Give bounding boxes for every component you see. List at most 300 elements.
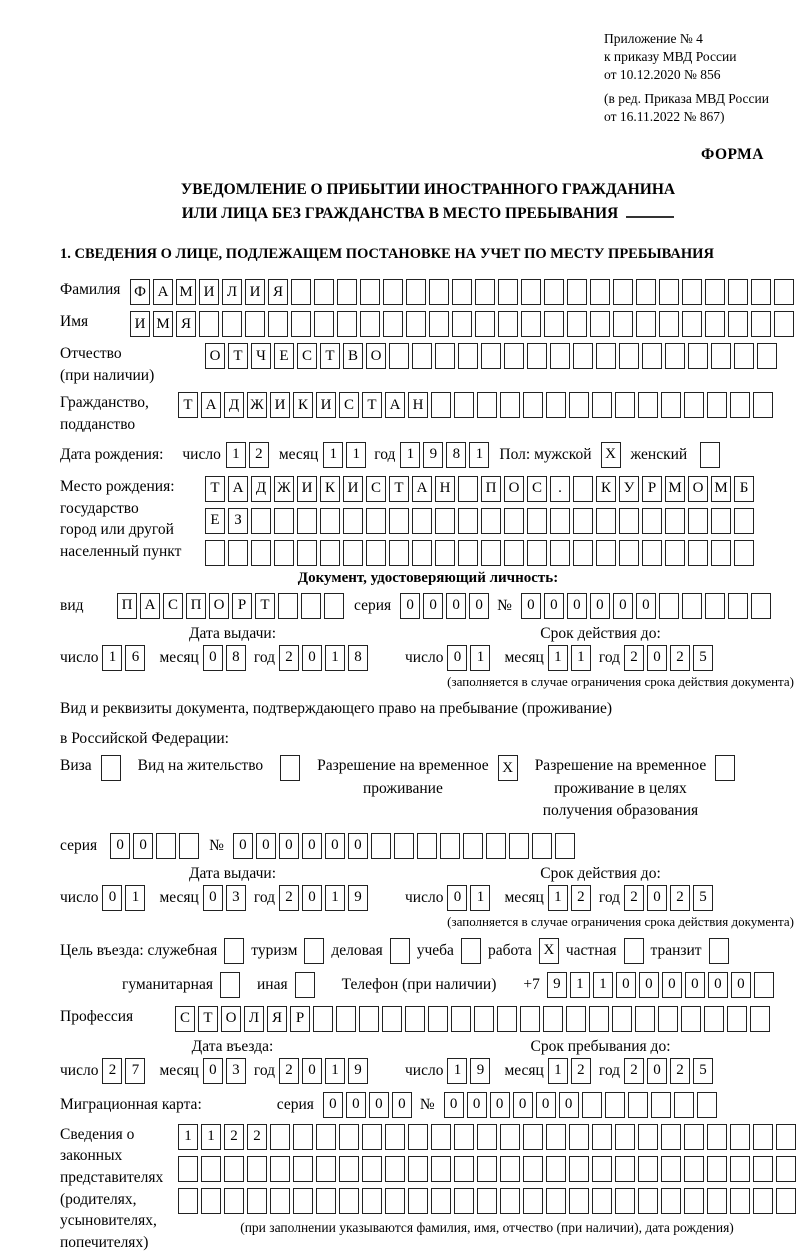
char-box[interactable]: 2 (247, 1124, 267, 1150)
char-box[interactable] (569, 1124, 589, 1150)
char-box[interactable] (475, 279, 495, 305)
char-box[interactable] (412, 508, 432, 534)
char-box[interactable]: 3 (226, 1058, 246, 1084)
char-box[interactable] (297, 508, 317, 534)
char-box[interactable] (523, 1188, 543, 1214)
char-box[interactable] (313, 1006, 333, 1032)
char-box[interactable]: 0 (302, 645, 322, 671)
char-box[interactable] (475, 311, 495, 337)
char-box[interactable] (705, 279, 725, 305)
char-box[interactable]: 0 (490, 1092, 510, 1118)
char-box[interactable]: 2 (571, 1058, 591, 1084)
char-box[interactable] (481, 343, 501, 369)
char-box[interactable] (320, 508, 340, 534)
char-box[interactable] (481, 508, 501, 534)
char-box[interactable] (753, 1124, 773, 1150)
char-box[interactable]: 1 (470, 885, 490, 911)
char-box[interactable] (635, 1006, 655, 1032)
char-box[interactable] (474, 1006, 494, 1032)
char-box[interactable] (440, 833, 460, 859)
char-box[interactable] (566, 1006, 586, 1032)
until-year-boxes[interactable] (624, 1058, 713, 1084)
char-box[interactable] (504, 508, 524, 534)
char-box[interactable]: 2 (670, 645, 690, 671)
char-box[interactable]: 0 (469, 593, 489, 619)
char-box[interactable] (389, 540, 409, 566)
char-box[interactable]: 9 (423, 442, 443, 468)
char-box[interactable]: И (199, 279, 219, 305)
char-box[interactable] (546, 1188, 566, 1214)
char-box[interactable] (730, 1124, 750, 1150)
char-box[interactable]: 2 (279, 645, 299, 671)
char-box[interactable] (451, 1006, 471, 1032)
entry-month-boxes[interactable] (203, 1058, 246, 1084)
representatives-row2[interactable] (178, 1156, 796, 1182)
char-box[interactable]: 6 (125, 645, 145, 671)
char-box[interactable]: Н (435, 476, 455, 502)
char-box[interactable] (497, 1006, 517, 1032)
migration-series-boxes[interactable] (323, 1092, 412, 1118)
char-box[interactable]: 0 (348, 833, 368, 859)
char-box[interactable] (619, 343, 639, 369)
representatives-row1[interactable] (178, 1124, 796, 1150)
valid-year-boxes[interactable] (624, 645, 713, 671)
char-box[interactable]: 0 (256, 833, 276, 859)
char-box[interactable] (567, 311, 587, 337)
char-box[interactable] (573, 540, 593, 566)
char-box[interactable] (596, 343, 616, 369)
char-box[interactable]: К (320, 476, 340, 502)
char-box[interactable] (688, 508, 708, 534)
char-box[interactable] (477, 392, 497, 418)
char-box[interactable] (251, 540, 271, 566)
char-box[interactable] (590, 279, 610, 305)
char-box[interactable]: М (711, 476, 731, 502)
char-box[interactable] (274, 508, 294, 534)
char-box[interactable] (343, 540, 363, 566)
char-box[interactable] (428, 1006, 448, 1032)
char-box[interactable] (324, 593, 344, 619)
char-box[interactable] (596, 540, 616, 566)
char-box[interactable] (682, 279, 702, 305)
char-box[interactable]: И (130, 311, 150, 337)
char-box[interactable]: И (270, 392, 290, 418)
char-box[interactable]: П (481, 476, 501, 502)
phone-boxes[interactable] (547, 972, 774, 998)
char-box[interactable] (592, 392, 612, 418)
char-box[interactable] (366, 508, 386, 534)
char-box[interactable] (658, 1006, 678, 1032)
char-box[interactable] (435, 540, 455, 566)
char-box[interactable]: 0 (102, 885, 122, 911)
char-box[interactable]: Я (267, 1006, 287, 1032)
char-box[interactable] (615, 1156, 635, 1182)
char-box[interactable] (362, 1124, 382, 1150)
char-box[interactable]: А (140, 593, 160, 619)
char-box[interactable] (546, 1156, 566, 1182)
char-box[interactable] (661, 1188, 681, 1214)
char-box[interactable] (291, 279, 311, 305)
char-box[interactable]: О (504, 476, 524, 502)
char-box[interactable] (389, 343, 409, 369)
char-box[interactable]: 1 (447, 1058, 467, 1084)
char-box[interactable] (751, 593, 771, 619)
char-box[interactable] (684, 1156, 704, 1182)
char-box[interactable]: С (339, 392, 359, 418)
char-box[interactable] (458, 476, 478, 502)
char-box[interactable] (684, 1124, 704, 1150)
char-box[interactable] (711, 508, 731, 534)
char-box[interactable]: В (343, 343, 363, 369)
char-box[interactable]: 0 (616, 972, 636, 998)
char-box[interactable] (452, 311, 472, 337)
char-box[interactable] (224, 1156, 244, 1182)
char-box[interactable]: 0 (302, 833, 322, 859)
char-box[interactable] (477, 1188, 497, 1214)
char-box[interactable] (592, 1188, 612, 1214)
char-box[interactable] (684, 392, 704, 418)
char-box[interactable] (569, 392, 589, 418)
char-box[interactable]: О (688, 476, 708, 502)
char-box[interactable]: Т (389, 476, 409, 502)
char-box[interactable] (532, 833, 552, 859)
char-box[interactable] (638, 392, 658, 418)
char-box[interactable] (224, 1188, 244, 1214)
char-box[interactable] (339, 1156, 359, 1182)
char-box[interactable] (454, 1124, 474, 1150)
char-box[interactable]: И (343, 476, 363, 502)
char-box[interactable]: 9 (547, 972, 567, 998)
char-box[interactable] (477, 1124, 497, 1150)
char-box[interactable]: 0 (731, 972, 751, 998)
issue-day-boxes[interactable] (102, 645, 145, 671)
checkbox-study[interactable] (461, 938, 481, 964)
char-box[interactable]: У (619, 476, 639, 502)
char-box[interactable]: С (297, 343, 317, 369)
valid-day-boxes[interactable] (447, 645, 490, 671)
stay-issue-day-boxes[interactable] (102, 885, 145, 911)
char-box[interactable] (613, 279, 633, 305)
char-box[interactable]: 1 (102, 645, 122, 671)
char-box[interactable] (408, 1124, 428, 1150)
char-box[interactable] (500, 1156, 520, 1182)
char-box[interactable] (431, 1188, 451, 1214)
char-box[interactable]: А (385, 392, 405, 418)
char-box[interactable] (458, 343, 478, 369)
char-box[interactable] (463, 833, 483, 859)
char-box[interactable]: 0 (647, 885, 667, 911)
char-box[interactable]: Р (232, 593, 252, 619)
char-box[interactable] (247, 1156, 267, 1182)
char-box[interactable] (247, 1188, 267, 1214)
char-box[interactable]: М (153, 311, 173, 337)
checkbox-business[interactable] (390, 938, 410, 964)
char-box[interactable]: 1 (226, 442, 246, 468)
char-box[interactable] (697, 1092, 717, 1118)
char-box[interactable]: 0 (203, 645, 223, 671)
birth-month-boxes[interactable] (323, 442, 366, 468)
char-box[interactable]: О (205, 343, 225, 369)
char-box[interactable]: 1 (125, 885, 145, 911)
char-box[interactable] (394, 833, 414, 859)
char-box[interactable] (751, 279, 771, 305)
char-box[interactable]: 0 (708, 972, 728, 998)
char-box[interactable] (486, 833, 506, 859)
char-box[interactable] (314, 311, 334, 337)
char-box[interactable]: П (186, 593, 206, 619)
checkbox-official[interactable] (224, 938, 244, 964)
char-box[interactable] (659, 279, 679, 305)
char-box[interactable]: Д (224, 392, 244, 418)
char-box[interactable] (431, 1124, 451, 1150)
char-box[interactable]: 1 (346, 442, 366, 468)
char-box[interactable] (527, 540, 547, 566)
char-box[interactable] (291, 311, 311, 337)
char-box[interactable] (389, 508, 409, 534)
char-box[interactable] (734, 343, 754, 369)
char-box[interactable] (751, 311, 771, 337)
char-box[interactable] (590, 311, 610, 337)
char-box[interactable]: А (201, 392, 221, 418)
char-box[interactable] (382, 1006, 402, 1032)
char-box[interactable] (500, 392, 520, 418)
char-box[interactable]: Т (255, 593, 275, 619)
char-box[interactable]: И (245, 279, 265, 305)
char-box[interactable] (222, 311, 242, 337)
char-box[interactable]: Е (205, 508, 225, 534)
checkbox-humanitarian[interactable] (220, 972, 240, 998)
char-box[interactable] (638, 1124, 658, 1150)
char-box[interactable] (753, 1156, 773, 1182)
char-box[interactable] (582, 1092, 602, 1118)
char-box[interactable]: 9 (348, 1058, 368, 1084)
char-box[interactable] (615, 1124, 635, 1150)
char-box[interactable]: С (163, 593, 183, 619)
char-box[interactable] (270, 1156, 290, 1182)
checkbox-private[interactable] (624, 938, 644, 964)
char-box[interactable] (178, 1188, 198, 1214)
char-box[interactable]: 2 (624, 885, 644, 911)
char-box[interactable]: 0 (444, 1092, 464, 1118)
char-box[interactable] (429, 279, 449, 305)
char-box[interactable] (385, 1124, 405, 1150)
char-box[interactable] (383, 311, 403, 337)
char-box[interactable] (615, 392, 635, 418)
char-box[interactable]: О (209, 593, 229, 619)
char-box[interactable] (520, 1006, 540, 1032)
char-box[interactable] (682, 311, 702, 337)
char-box[interactable] (523, 1124, 543, 1150)
char-box[interactable] (681, 1006, 701, 1032)
char-box[interactable] (728, 279, 748, 305)
char-box[interactable] (730, 1156, 750, 1182)
char-box[interactable] (343, 508, 363, 534)
char-box[interactable]: А (153, 279, 173, 305)
char-box[interactable] (659, 311, 679, 337)
char-box[interactable] (661, 1124, 681, 1150)
char-box[interactable] (546, 392, 566, 418)
char-box[interactable]: Т (178, 392, 198, 418)
char-box[interactable]: Я (176, 311, 196, 337)
char-box[interactable] (458, 540, 478, 566)
checkbox-temp-residence-education[interactable] (715, 755, 735, 781)
char-box[interactable] (707, 1124, 727, 1150)
char-box[interactable]: 2 (571, 885, 591, 911)
char-box[interactable] (728, 311, 748, 337)
char-box[interactable] (360, 311, 380, 337)
checkbox-work[interactable]: X (539, 938, 559, 964)
issue-month-boxes[interactable] (203, 645, 246, 671)
char-box[interactable]: Т (320, 343, 340, 369)
char-box[interactable] (682, 593, 702, 619)
char-box[interactable] (642, 343, 662, 369)
char-box[interactable]: Т (228, 343, 248, 369)
char-box[interactable] (728, 593, 748, 619)
checkbox-tourism[interactable] (304, 938, 324, 964)
char-box[interactable]: И (316, 392, 336, 418)
char-box[interactable]: Р (642, 476, 662, 502)
char-box[interactable]: 9 (470, 1058, 490, 1084)
char-box[interactable] (320, 540, 340, 566)
char-box[interactable] (567, 279, 587, 305)
char-box[interactable]: 0 (133, 833, 153, 859)
char-box[interactable]: 5 (693, 645, 713, 671)
stay-valid-year-boxes[interactable] (624, 885, 713, 911)
char-box[interactable] (573, 508, 593, 534)
char-box[interactable]: М (176, 279, 196, 305)
birth-year-boxes[interactable] (400, 442, 489, 468)
char-box[interactable]: 2 (670, 885, 690, 911)
char-box[interactable] (573, 343, 593, 369)
char-box[interactable] (776, 1156, 796, 1182)
char-box[interactable] (251, 508, 271, 534)
char-box[interactable]: 1 (325, 1058, 345, 1084)
char-box[interactable] (201, 1188, 221, 1214)
char-box[interactable]: Ч (251, 343, 271, 369)
char-box[interactable]: З (228, 508, 248, 534)
char-box[interactable] (201, 1156, 221, 1182)
given-name-boxes[interactable] (130, 311, 794, 337)
identity-number-boxes[interactable] (521, 593, 771, 619)
char-box[interactable] (707, 1156, 727, 1182)
valid-month-boxes[interactable] (548, 645, 591, 671)
char-box[interactable] (454, 392, 474, 418)
char-box[interactable]: Т (198, 1006, 218, 1032)
char-box[interactable] (628, 1092, 648, 1118)
birth-place-row3[interactable] (205, 540, 754, 566)
char-box[interactable] (314, 279, 334, 305)
char-box[interactable] (704, 1006, 724, 1032)
representatives-row3[interactable] (178, 1188, 796, 1214)
char-box[interactable] (454, 1188, 474, 1214)
identity-series-boxes[interactable] (400, 593, 489, 619)
char-box[interactable] (659, 593, 679, 619)
char-box[interactable] (569, 1188, 589, 1214)
char-box[interactable]: Н (408, 392, 428, 418)
char-box[interactable]: А (228, 476, 248, 502)
char-box[interactable] (359, 1006, 379, 1032)
char-box[interactable]: 1 (178, 1124, 198, 1150)
char-box[interactable] (405, 1006, 425, 1032)
checkbox-female[interactable] (700, 442, 720, 468)
char-box[interactable] (550, 540, 570, 566)
char-box[interactable]: 0 (400, 593, 420, 619)
char-box[interactable] (205, 540, 225, 566)
char-box[interactable]: 0 (447, 645, 467, 671)
char-box[interactable] (707, 1188, 727, 1214)
char-box[interactable] (589, 1006, 609, 1032)
char-box[interactable] (156, 833, 176, 859)
char-box[interactable]: 0 (639, 972, 659, 998)
char-box[interactable] (711, 540, 731, 566)
char-box[interactable] (498, 311, 518, 337)
char-box[interactable]: 1 (570, 972, 590, 998)
char-box[interactable] (596, 508, 616, 534)
char-box[interactable] (750, 1006, 770, 1032)
char-box[interactable]: Е (274, 343, 294, 369)
char-box[interactable]: Л (244, 1006, 264, 1032)
char-box[interactable] (753, 1188, 773, 1214)
char-box[interactable]: 1 (548, 885, 568, 911)
char-box[interactable] (613, 311, 633, 337)
identity-kind-boxes[interactable] (117, 593, 344, 619)
char-box[interactable] (774, 279, 794, 305)
char-box[interactable] (316, 1156, 336, 1182)
char-box[interactable]: Т (205, 476, 225, 502)
char-box[interactable] (406, 279, 426, 305)
char-box[interactable]: 0 (685, 972, 705, 998)
char-box[interactable]: 1 (325, 885, 345, 911)
char-box[interactable] (774, 311, 794, 337)
char-box[interactable] (753, 392, 773, 418)
char-box[interactable]: 2 (624, 1058, 644, 1084)
entry-year-boxes[interactable] (279, 1058, 368, 1084)
char-box[interactable]: Р (290, 1006, 310, 1032)
char-box[interactable] (665, 540, 685, 566)
char-box[interactable]: О (221, 1006, 241, 1032)
char-box[interactable] (688, 343, 708, 369)
char-box[interactable] (521, 279, 541, 305)
char-box[interactable]: 0 (346, 1092, 366, 1118)
char-box[interactable] (684, 1188, 704, 1214)
char-box[interactable] (435, 508, 455, 534)
char-box[interactable] (707, 392, 727, 418)
checkbox-visa[interactable] (101, 755, 121, 781)
char-box[interactable] (500, 1124, 520, 1150)
stay-valid-month-boxes[interactable] (548, 885, 591, 911)
char-box[interactable] (481, 540, 501, 566)
char-box[interactable] (452, 279, 472, 305)
char-box[interactable] (665, 508, 685, 534)
char-box[interactable]: Д (251, 476, 271, 502)
char-box[interactable]: 1 (469, 442, 489, 468)
char-box[interactable]: 0 (590, 593, 610, 619)
char-box[interactable]: 7 (125, 1058, 145, 1084)
char-box[interactable]: 0 (559, 1092, 579, 1118)
char-box[interactable]: А (412, 476, 432, 502)
char-box[interactable] (385, 1156, 405, 1182)
char-box[interactable] (642, 508, 662, 534)
char-box[interactable]: 0 (636, 593, 656, 619)
birth-day-boxes[interactable] (226, 442, 269, 468)
char-box[interactable]: 0 (369, 1092, 389, 1118)
char-box[interactable] (754, 972, 774, 998)
entry-day-boxes[interactable] (102, 1058, 145, 1084)
char-box[interactable]: И (297, 476, 317, 502)
char-box[interactable]: С (175, 1006, 195, 1032)
char-box[interactable]: О (366, 343, 386, 369)
char-box[interactable] (688, 540, 708, 566)
